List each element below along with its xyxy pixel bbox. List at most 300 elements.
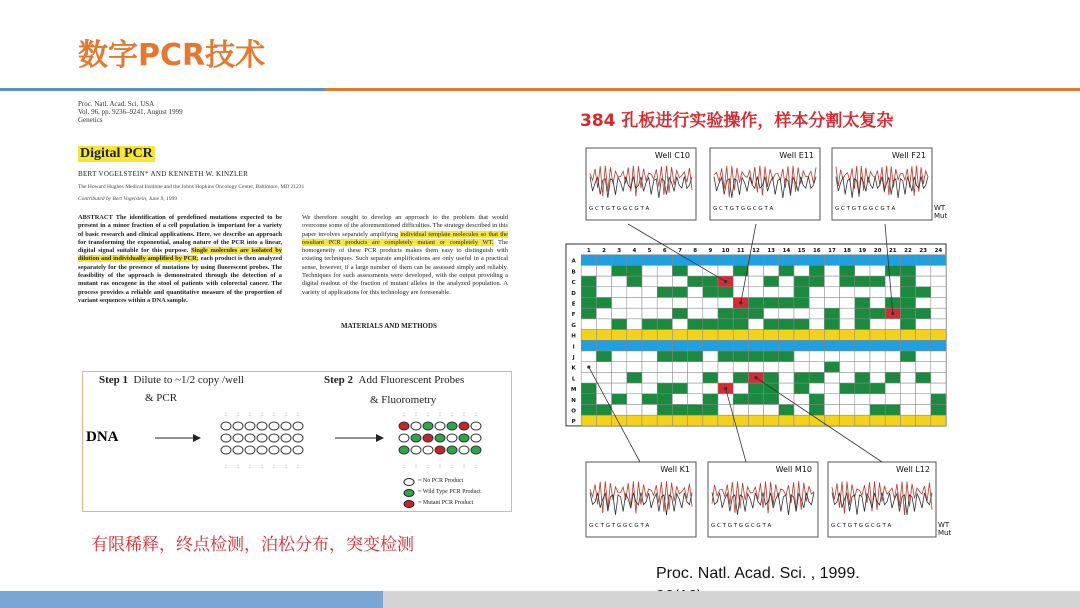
- column-header: 7: [678, 248, 682, 254]
- well-empty: [411, 422, 421, 430]
- column-header: 22: [904, 248, 912, 254]
- plate-well: [672, 265, 687, 276]
- plate-well: [931, 308, 946, 319]
- plate-well: [748, 415, 763, 426]
- row-header: C: [571, 280, 576, 287]
- plate-well: [748, 255, 763, 266]
- plate-well: [840, 319, 855, 330]
- arrow-tip: [587, 365, 590, 368]
- abstract-text-a: ABSTRACT The identification of predefined mutations expected to be present in a minor fraction of a cell population is important for a variety of basic research and clinical applications. Here, we describe an approach for transforming the exponential, analog nature of the PCR into a linear, digital signal suitable for this purpose.: [78, 214, 282, 255]
- column-header: 6: [662, 248, 667, 254]
- dot-marks: :: [403, 411, 406, 418]
- legend-mut-swatch: [404, 501, 414, 508]
- column-header: 15: [797, 248, 806, 254]
- plate-well: [809, 319, 824, 330]
- top-chromatograms: [586, 148, 947, 220]
- plate-well: [779, 394, 794, 405]
- plate-well: [794, 330, 809, 341]
- plate-well: [885, 298, 900, 309]
- column-header: 23: [919, 248, 928, 254]
- plate-well: [703, 255, 718, 266]
- plate-well: [764, 287, 779, 298]
- plate-well: [627, 298, 642, 309]
- plate-well: [794, 351, 809, 362]
- plate-well: [794, 362, 809, 373]
- dot-marks: :: [475, 463, 478, 470]
- paper-title: Digital PCR: [80, 146, 153, 161]
- column-header: 16: [812, 248, 821, 254]
- plate-well: [581, 308, 596, 319]
- plate-well: [703, 298, 718, 309]
- dot-marks: :: [415, 463, 418, 470]
- plate-well: [809, 308, 824, 319]
- arrow-tip: [724, 387, 727, 390]
- plate-well: [657, 351, 672, 362]
- plate-well: [703, 276, 718, 287]
- plate-well: [703, 287, 718, 298]
- dot-marks: :: [225, 411, 228, 418]
- plate-well: [657, 340, 672, 351]
- wt-label: WT: [934, 204, 946, 212]
- plate-well: [824, 394, 839, 405]
- dot-marks: :: [261, 411, 264, 418]
- plate-well: [840, 265, 855, 276]
- well-empty: [447, 434, 457, 442]
- dot-marks: :: [463, 463, 466, 470]
- plate-well: [718, 362, 733, 373]
- well-mutant: [459, 422, 469, 430]
- row-header: I: [572, 344, 575, 351]
- plate-well: [718, 298, 733, 309]
- plate-well: [779, 298, 794, 309]
- row-header: P: [571, 419, 576, 426]
- column-header: 17: [828, 248, 836, 254]
- plate-well: [840, 394, 855, 405]
- plate-well: [916, 372, 931, 383]
- body-column: [302, 214, 508, 297]
- plate-well: [900, 340, 915, 351]
- plate-well: [596, 298, 611, 309]
- plate-well: [900, 394, 915, 405]
- plate-well: [794, 405, 809, 416]
- well-wildtype: [435, 434, 445, 442]
- plate-well: [733, 319, 748, 330]
- plate-well: [733, 405, 748, 416]
- plate-well: [657, 372, 672, 383]
- plate-well: [931, 319, 946, 330]
- dot-marks: :: [439, 411, 442, 418]
- plate-well: [718, 287, 733, 298]
- plate-well: [581, 340, 596, 351]
- plate-well: [885, 362, 900, 373]
- dot-marks: :: [285, 411, 288, 418]
- well-empty: [399, 434, 409, 442]
- well-empty: [245, 434, 255, 442]
- plate-well: [672, 372, 687, 383]
- plate-well: [627, 287, 642, 298]
- plate-well: [612, 383, 627, 394]
- plate-well: [870, 405, 885, 416]
- plate-well: [855, 351, 870, 362]
- plate-well: [596, 330, 611, 341]
- legend-none: = No PCR Product: [418, 478, 464, 484]
- plate-well: [748, 383, 763, 394]
- plate-well: [627, 276, 642, 287]
- well-empty: [269, 422, 279, 430]
- row-header: K: [571, 365, 576, 372]
- plate-well: [748, 308, 763, 319]
- plate-well: [824, 265, 839, 276]
- bottom-caption: 有限稀释，终点检测，泊松分布，突变检测: [91, 535, 414, 555]
- plate-well: [581, 351, 596, 362]
- plate-well: [642, 405, 657, 416]
- plate-well: [764, 415, 779, 426]
- well-empty: [233, 446, 243, 454]
- plate-well: [764, 340, 779, 351]
- plate-well: [870, 415, 885, 426]
- plate-well: [855, 276, 870, 287]
- plate-well: [870, 265, 885, 276]
- plate-well: [824, 308, 839, 319]
- plate-well: [840, 340, 855, 351]
- row-header: N: [571, 397, 576, 404]
- plate-well: [657, 308, 672, 319]
- plate-well: [581, 276, 596, 287]
- plate-well: [855, 405, 870, 416]
- plate-well: [733, 383, 748, 394]
- plate-well: [809, 383, 824, 394]
- column-header: 2: [602, 248, 606, 254]
- well-mutant: [423, 434, 433, 442]
- plate-well: [900, 415, 915, 426]
- citation: Proc. Natl. Acad. Sci. , 1999.: [656, 565, 860, 582]
- plate-well: [855, 383, 870, 394]
- plate-well: [824, 415, 839, 426]
- plate-well: [642, 298, 657, 309]
- plate-well: [809, 405, 824, 416]
- plate-well: [779, 405, 794, 416]
- well-mutant: [435, 446, 445, 454]
- plate-well: [855, 255, 870, 266]
- plate-well: [718, 415, 733, 426]
- row-header: H: [571, 333, 576, 340]
- plate-well: [931, 394, 946, 405]
- arrow-tip: [739, 301, 742, 304]
- well-empty: [411, 446, 421, 454]
- plate-well: [900, 383, 915, 394]
- body-highlight: individual template molecules so that the resultant PCR products are completely mutant or completely WT.: [302, 230, 508, 246]
- dot-marks: :: [297, 463, 300, 470]
- plate-well: [596, 276, 611, 287]
- plate-well: [809, 276, 824, 287]
- plate-well: [779, 340, 794, 351]
- plate-well: [688, 362, 703, 373]
- plate-well: [794, 287, 809, 298]
- well-empty: [269, 434, 279, 442]
- arrow-tip: [754, 376, 757, 379]
- plate-well: [794, 255, 809, 266]
- plate-well: [840, 362, 855, 373]
- plate-well: [657, 255, 672, 266]
- plate-well: [900, 372, 915, 383]
- plate-well: [718, 308, 733, 319]
- well-empty: [221, 446, 231, 454]
- plate-well: [916, 298, 931, 309]
- top-right-caption: 384 孔板进行实验操作，样本分割太复杂: [580, 111, 894, 131]
- plate-well: [627, 330, 642, 341]
- plate-well: [824, 276, 839, 287]
- sequence-label: G C T G T G G C G T A: [713, 206, 774, 212]
- plate-well: [718, 255, 733, 266]
- plate-well: [840, 287, 855, 298]
- plate-well: [870, 298, 885, 309]
- column-header: 13: [767, 248, 776, 254]
- column-header: 1: [586, 248, 591, 254]
- paper-institution: The Howard Hughes Medical Institute and the Johns Hopkins Oncology Center, Baltimore, MD 21231: [78, 184, 305, 190]
- plate-well: [840, 383, 855, 394]
- plate-well: [900, 265, 915, 276]
- legend-wt-swatch: [404, 490, 414, 497]
- plate-well: [657, 394, 672, 405]
- plate-well: [596, 255, 611, 266]
- bottom-chromatograms: [586, 462, 951, 537]
- plate-well: [718, 330, 733, 341]
- plate-well: [931, 276, 946, 287]
- plate-well: [855, 372, 870, 383]
- plate-well: [779, 415, 794, 426]
- plate-well: [672, 298, 687, 309]
- plate-well: [612, 319, 627, 330]
- well-wildtype: [459, 434, 469, 442]
- abstract-column: [78, 214, 282, 305]
- plate-well: [764, 330, 779, 341]
- diluted-wells: [221, 411, 303, 470]
- plate-well: [779, 308, 794, 319]
- plate-well: [870, 319, 885, 330]
- plate-well: [657, 405, 672, 416]
- well-empty: [233, 422, 243, 430]
- plate-well: [733, 394, 748, 405]
- legend-none-swatch: [404, 479, 414, 486]
- plate-well: [748, 265, 763, 276]
- plate-well: [900, 405, 915, 416]
- plate-well: [703, 362, 718, 373]
- sequence-label: G C T G T G G C G T A: [831, 523, 892, 529]
- plate-well: [764, 276, 779, 287]
- plate-well: [840, 351, 855, 362]
- plate-well: [916, 308, 931, 319]
- well-wildtype: [471, 446, 481, 454]
- plate-well: [748, 298, 763, 309]
- plate-well: [596, 362, 611, 373]
- plate-well: [703, 372, 718, 383]
- step2-label: Step 2: [324, 374, 354, 386]
- plate-well: [733, 362, 748, 373]
- plate-well: [809, 372, 824, 383]
- plate-well: [916, 405, 931, 416]
- dot-marks: :: [415, 411, 418, 418]
- plate-well: [612, 308, 627, 319]
- plate-well: [794, 276, 809, 287]
- plate-well: [642, 415, 657, 426]
- column-header: 8: [693, 248, 698, 254]
- plate-well: [870, 372, 885, 383]
- plate-well: [900, 298, 915, 309]
- plate-well: [764, 308, 779, 319]
- plate-well: [612, 255, 627, 266]
- plate-well: [840, 405, 855, 416]
- plate-well: [688, 308, 703, 319]
- plate-well: [824, 319, 839, 330]
- row-header: D: [571, 290, 576, 297]
- plate-well: [642, 265, 657, 276]
- column-header: 21: [888, 248, 897, 254]
- plate-well: [794, 394, 809, 405]
- arrow-2-head: [376, 434, 384, 442]
- dot-marks: :: [237, 463, 240, 470]
- plate-well: [885, 276, 900, 287]
- plate-well: [718, 340, 733, 351]
- plate-well: [809, 394, 824, 405]
- plate-well: [733, 330, 748, 341]
- plate-well: [672, 287, 687, 298]
- plate-well: [916, 394, 931, 405]
- plate-well: [931, 415, 946, 426]
- plate-well: [748, 394, 763, 405]
- plate-well: [824, 405, 839, 416]
- plate-well: [809, 255, 824, 266]
- plate-well: [596, 265, 611, 276]
- column-header: 5: [647, 248, 652, 254]
- plate-well: [885, 330, 900, 341]
- body-text-b: The homogeneity of these PCR products makes them easy to distinguish with existing techniques. Such separate amplifications are only useful in a practical sense, however, if a large number of them can be assessed simply and reliably. Techniques for such assessments were developed, with the output providing a digital readout of the fraction of mutant alleles in the analyzed population. A variety of applications for this technology are foreseeable.: [302, 238, 508, 296]
- plate-well: [642, 383, 657, 394]
- plate-well: [885, 405, 900, 416]
- well-empty: [423, 446, 433, 454]
- plate-well: [627, 362, 642, 373]
- plate-well: [824, 383, 839, 394]
- plate-well: [748, 405, 763, 416]
- plate-well: [840, 330, 855, 341]
- paper-excerpt: [78, 100, 520, 340]
- legend-wt: = Wild Type PCR Product: [418, 489, 481, 495]
- plate-well: [703, 265, 718, 276]
- well-wildtype: [447, 422, 457, 430]
- plate-well: [688, 330, 703, 341]
- well-label: Well C10: [654, 151, 690, 160]
- plate-well: [688, 405, 703, 416]
- plate-well: [627, 255, 642, 266]
- well-empty: [257, 446, 267, 454]
- plate-well: [627, 415, 642, 426]
- plate-well: [824, 351, 839, 362]
- plate-well: [688, 415, 703, 426]
- plate-well: [885, 372, 900, 383]
- mut-label: Mut: [934, 212, 948, 220]
- step2-text: Add Fluorescent Probes: [358, 374, 465, 386]
- plate-well: [931, 362, 946, 373]
- plate-well: [748, 330, 763, 341]
- plate-well: [688, 340, 703, 351]
- well-empty: [257, 434, 267, 442]
- plate-well: [764, 362, 779, 373]
- plate-well: [703, 330, 718, 341]
- column-header: 14: [782, 248, 791, 254]
- plate-well: [688, 351, 703, 362]
- plate-well: [748, 351, 763, 362]
- plate-well: [779, 372, 794, 383]
- plate-well: [642, 362, 657, 373]
- plate-well: [870, 394, 885, 405]
- dot-marks: :: [225, 463, 228, 470]
- well-mutant: [399, 422, 409, 430]
- plate-well: [733, 340, 748, 351]
- plate-well: [931, 372, 946, 383]
- plate-well: [657, 415, 672, 426]
- column-header: 3: [617, 248, 622, 254]
- well-empty: [293, 446, 303, 454]
- plate-well: [885, 265, 900, 276]
- plate-well: [627, 319, 642, 330]
- plate-well: [870, 287, 885, 298]
- plate-well: [794, 265, 809, 276]
- plate-well: [916, 319, 931, 330]
- plate-well: [657, 319, 672, 330]
- plate-well: [900, 287, 915, 298]
- plate-well: [931, 330, 946, 341]
- plate-well: [672, 330, 687, 341]
- plate-well: [718, 319, 733, 330]
- plate-well: [779, 351, 794, 362]
- plate-well: [855, 362, 870, 373]
- plate-well: [581, 330, 596, 341]
- plate-well: [809, 330, 824, 341]
- plate-well: [672, 351, 687, 362]
- plate-well: [672, 255, 687, 266]
- plate-well: [657, 362, 672, 373]
- journal-name: Proc. Natl. Acad. Sci. USA: [78, 100, 155, 108]
- plate-well: [855, 287, 870, 298]
- methods-heading: MATERIALS AND METHODS: [341, 322, 437, 330]
- column-header: 18: [843, 248, 852, 254]
- plate-well: [779, 330, 794, 341]
- slide-title: 数字PCR技术: [78, 38, 266, 73]
- abstract-highlight: Single molecules are isolated by dilution and individually amplified by PCR: [78, 247, 282, 263]
- plate-well: [642, 330, 657, 341]
- plate-well: [688, 383, 703, 394]
- plate-well: [627, 308, 642, 319]
- plate-well: [581, 255, 596, 266]
- plate-well: [855, 415, 870, 426]
- row-header: E: [571, 301, 576, 308]
- column-header: 9: [708, 248, 713, 254]
- plate-well: [764, 372, 779, 383]
- well-empty: [281, 422, 291, 430]
- plate-well: [855, 308, 870, 319]
- plate-well: [931, 287, 946, 298]
- plate-well: [581, 298, 596, 309]
- plate-well: [688, 372, 703, 383]
- plate-well: [824, 362, 839, 373]
- plate-well: [612, 265, 627, 276]
- plate-well: [794, 415, 809, 426]
- dot-marks: :: [403, 463, 406, 470]
- plate-well: [824, 287, 839, 298]
- legend-mut: = Mutant PCR Product: [418, 500, 474, 506]
- plate-well: [718, 265, 733, 276]
- well-empty: [221, 434, 231, 442]
- plate-well: [733, 287, 748, 298]
